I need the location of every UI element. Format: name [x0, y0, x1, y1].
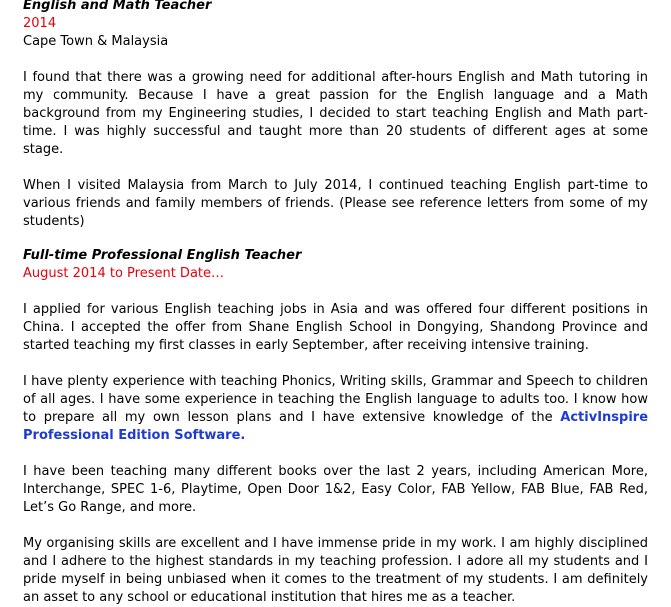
paragraph-books: I have been teaching many different books over the last 2 years, including American More, Interchange, SPEC 1-6, Playtime, Open Door 1&2, Easy Color, FAB Yellow, FAB Blue, FAB Red, Let’s Go Range, and more.: [23, 464, 648, 515]
paragraph-experience: [23, 373, 648, 445]
paragraph-tutoring: I found that there was a growing need for additional after-hours English and Math tutoring in my community. Because I have a great passion for the English language and a Math background from my Engineering studies, I decided to start teaching English and Math part-time. I was highly successful and taught more than 20 students of different ages at some stage.: [23, 70, 648, 157]
job-location: Cape Town & Malaysia: [23, 34, 169, 49]
job-date-range: August 2014 to Present Date…: [23, 266, 225, 281]
resume-content: [23, 0, 648, 607]
job-date: 2014: [23, 16, 57, 31]
paragraph-malaysia: When I visited Malaysia from March to July 2014, I continued teaching English part-time to various friends and family members of friends. (Please see reference letters from some of my students): [23, 178, 648, 229]
job-title-full-time-teacher: Full-time Professional English Teacher: [23, 248, 302, 263]
software-name: ActivInspire Professional Edition Software.: [23, 410, 649, 443]
paragraph-experience-text: I have plenty experience with teaching Phonics, Writing skills, Grammar and Speech to children of all ages. I have some experience in teaching the English language to adults too. I know how to prepare all my own lesson plans and I have extensive knowledge of the: [23, 374, 648, 425]
paragraph-skills: My organising skills are excellent and I have immense pride in my work. I am highly disciplined and I adhere to the highest standards in my teaching profession. I adore all my students and I pride myself in being unbiased when it comes to the treatment of my students. I am definitely an asset to any school or educational institution that hires me as a teacher.: [23, 536, 648, 605]
job-title-english-math-teacher: English and Math Teacher: [23, 0, 212, 13]
paragraph-china: I applied for various English teaching jobs in Asia and was offered four different positions in China. I accepted the offer from Shane English School in Dongying, Shandong Province and started teaching my first classes in early September, after receiving intensive training.: [23, 302, 648, 353]
